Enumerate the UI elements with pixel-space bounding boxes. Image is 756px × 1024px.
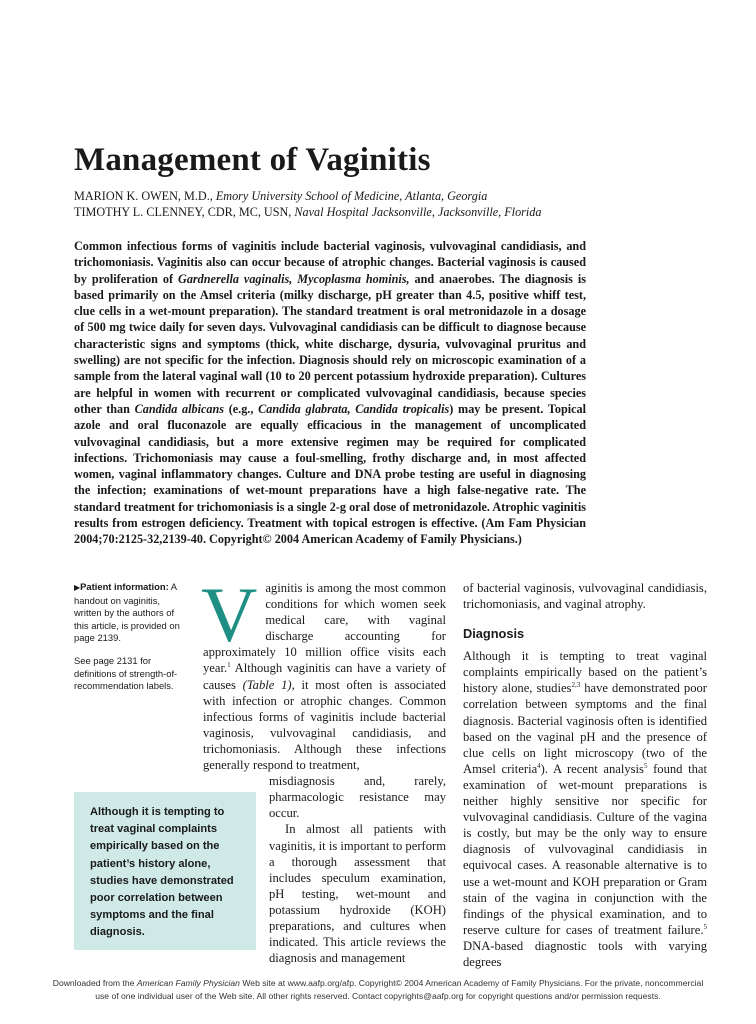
- reference-marker: 5: [643, 761, 648, 770]
- abstract-organisms: Gardnerella vaginalis, Mycoplasma hominis,: [178, 271, 410, 286]
- footer-text: Web site at www.aafp.org/afp. Copyright© 2004 American Academy of Family Physicians. For the private, noncommercial: [239, 978, 704, 988]
- reference-marker: 4: [537, 761, 541, 770]
- body-text: found that examination of wet-mount preparations is neither highly sensitive nor specific for vulvovaginal candidiasis. Culture of the vagina is costly, but may be the only way to ensure diagnosis of vulvovaginal candidiasis in equivocal cases. A reasonable alternative is to use a wet-mount and KOH preparation or Gram stain of the vagina in conjunction with the findings of the physical examination, and to reserve culture for cases of treatment failure.: [463, 761, 707, 937]
- sort-note: See page 2131 for definitions of strength-of-recommendation labels.: [74, 655, 178, 692]
- reference-marker: 5: [703, 922, 707, 931]
- footer-line-1: [40, 977, 716, 990]
- author-line-1: [74, 189, 487, 204]
- reference-marker: 1: [227, 661, 231, 670]
- abstract: [74, 238, 586, 548]
- page-footer: [40, 977, 716, 1003]
- body-column-right: [463, 580, 707, 970]
- arrow-right-icon: ▶: [74, 583, 81, 592]
- patient-info-text: A handout on vaginitis, written by the authors of this article, is provided on page 2139.: [74, 581, 180, 644]
- author-affiliation: Naval Hospital Jacksonville, Jacksonville, Florida: [294, 205, 542, 219]
- body-text: aginitis is among the most common conditions for which women seek medical care, with vaginal discharge accounting for approximately 10 million office visits each year.: [203, 581, 446, 676]
- abstract-species: Candida albicans: [134, 401, 224, 416]
- author-line-2: [74, 205, 541, 220]
- pull-quote: Although it is tempting to treat vaginal complaints empirically based on the patient’s history alone, studies have demonstrated poor correlation between symptoms and the final diagnosis.: [74, 792, 256, 950]
- body-text: Although it is tempting to treat vaginal complaints empirically based on the patient’s history alone, studies: [463, 649, 707, 696]
- footer-line-2: use of one individual user of the Web site. All other rights reserved. Contact copyrights@aafp.org for copyright questions and/or permission requests.: [95, 991, 661, 1001]
- diagnosis-paragraph: [463, 648, 707, 970]
- article-title: Management of Vaginitis: [74, 142, 431, 178]
- body-text: ). A recent analysis: [540, 761, 644, 776]
- abstract-text: ) may be present. Topical azole and oral fluconazole are equally efficacious in the management of uncomplicated vulvovaginal candidiasis, but a more extensive regimen may be required for complicated infections. Trichomoniasis may cause a foul-smelling, frothy discharge and, in most affected women, vaginal inflammatory changes. Culture and DNA probe testing are useful in diagnosing the infection; examinations of wet-mount preparations have a high false-negative rate. The standard treatment for trichomoniasis is a single 2-g oral dose of metronidazole. Atrophic vaginitis results from estrogen deficiency. Treatment with topical estrogen is effective. (Am Fam Physician 2004;70:2125-32,2139-40. Copyright© 2004 American Academy of Family Physicians.): [74, 401, 587, 547]
- drop-cap: V: [201, 571, 258, 658]
- body-text: of bacterial vaginosis, vulvovaginal candidiasis, trichomoniasis, and vaginal atrophy.: [463, 581, 707, 612]
- author-name: TIMOTHY L. CLENNEY, CDR, MC, USN,: [74, 205, 292, 219]
- body-text: DNA-based diagnostic tools with varying degrees: [463, 938, 707, 969]
- journal-name: American Family Physician: [136, 978, 240, 988]
- body-paragraph: In almost all patients with vaginitis, it is important to perform a thorough assessment that includes speculum examination, pH testing, wet-mount and potassium hydroxide (KOH) preparations, and cultures when indicated. This article reviews the diagnosis and management: [269, 822, 446, 966]
- body-wrap-block: [269, 773, 446, 966]
- body-text: Although vaginitis can have a variety of causes: [203, 661, 446, 692]
- abstract-species: Candida glabrata, Candida tropicalis: [258, 401, 450, 416]
- body-text: misdiagnosis and, rarely, pharmacologic resistance may occur.: [269, 774, 446, 821]
- abstract-text: (e.g.,: [224, 401, 259, 416]
- body-text: have demonstrated poor correlation between symptoms and the final diagnosis. Bacterial vaginosis often is identified based on the vaginal pH and the presence of clue cells on light microscopy (two of the Amsel criteria: [463, 681, 707, 776]
- footer-text: Downloaded from the: [52, 978, 137, 988]
- body-text: , it most often is associated with infection or atrophic changes. Common infectious forms of vaginitis include bacterial vaginosis, vulvovaginal candidiasis, and trichomoniasis. Although these infections generally respond to treatment,: [203, 677, 446, 773]
- abstract-text: Common infectious forms of vaginitis include bacterial vaginosis, vulvovaginal candidiasis, and trichomoniasis. Vaginitis also can occur because of atrophic changes. Bacterial vaginosis is caused by proliferation of: [74, 239, 586, 286]
- reference-marker: 2,3: [571, 681, 581, 690]
- table-reference: (Table 1): [242, 677, 292, 692]
- patient-info-label: Patient information:: [80, 581, 169, 592]
- patient-info-note: [74, 581, 190, 645]
- author-name: MARION K. OWEN, M.D.,: [74, 189, 213, 203]
- author-affiliation: Emory University School of Medicine, Atlanta, Georgia: [215, 189, 488, 203]
- section-heading-diagnosis: Diagnosis: [463, 626, 525, 642]
- abstract-text: and anaerobes. The diagnosis is based primarily on the Amsel criteria (milky discharge, pH greater than 4.5, positive whiff test, clue cells in a wet-mount preparation). The standard treatment is oral metronidazole in a dosage of 500 mg twice daily for seven days. Vulvovaginal candidiasis can be difficult to diagnose because characteristic signs and symptoms (thick, white discharge, dysuria, vulvovaginal pruritus and swelling) are not specific for the infection. Diagnosis should rely on microscopic examination of a sample from the lateral vaginal wall (10 to 20 percent potassium hydroxide preparation). Cultures are helpful in women with recurrent or complicated vulvovaginal candidiasis, because species other than: [74, 271, 586, 416]
